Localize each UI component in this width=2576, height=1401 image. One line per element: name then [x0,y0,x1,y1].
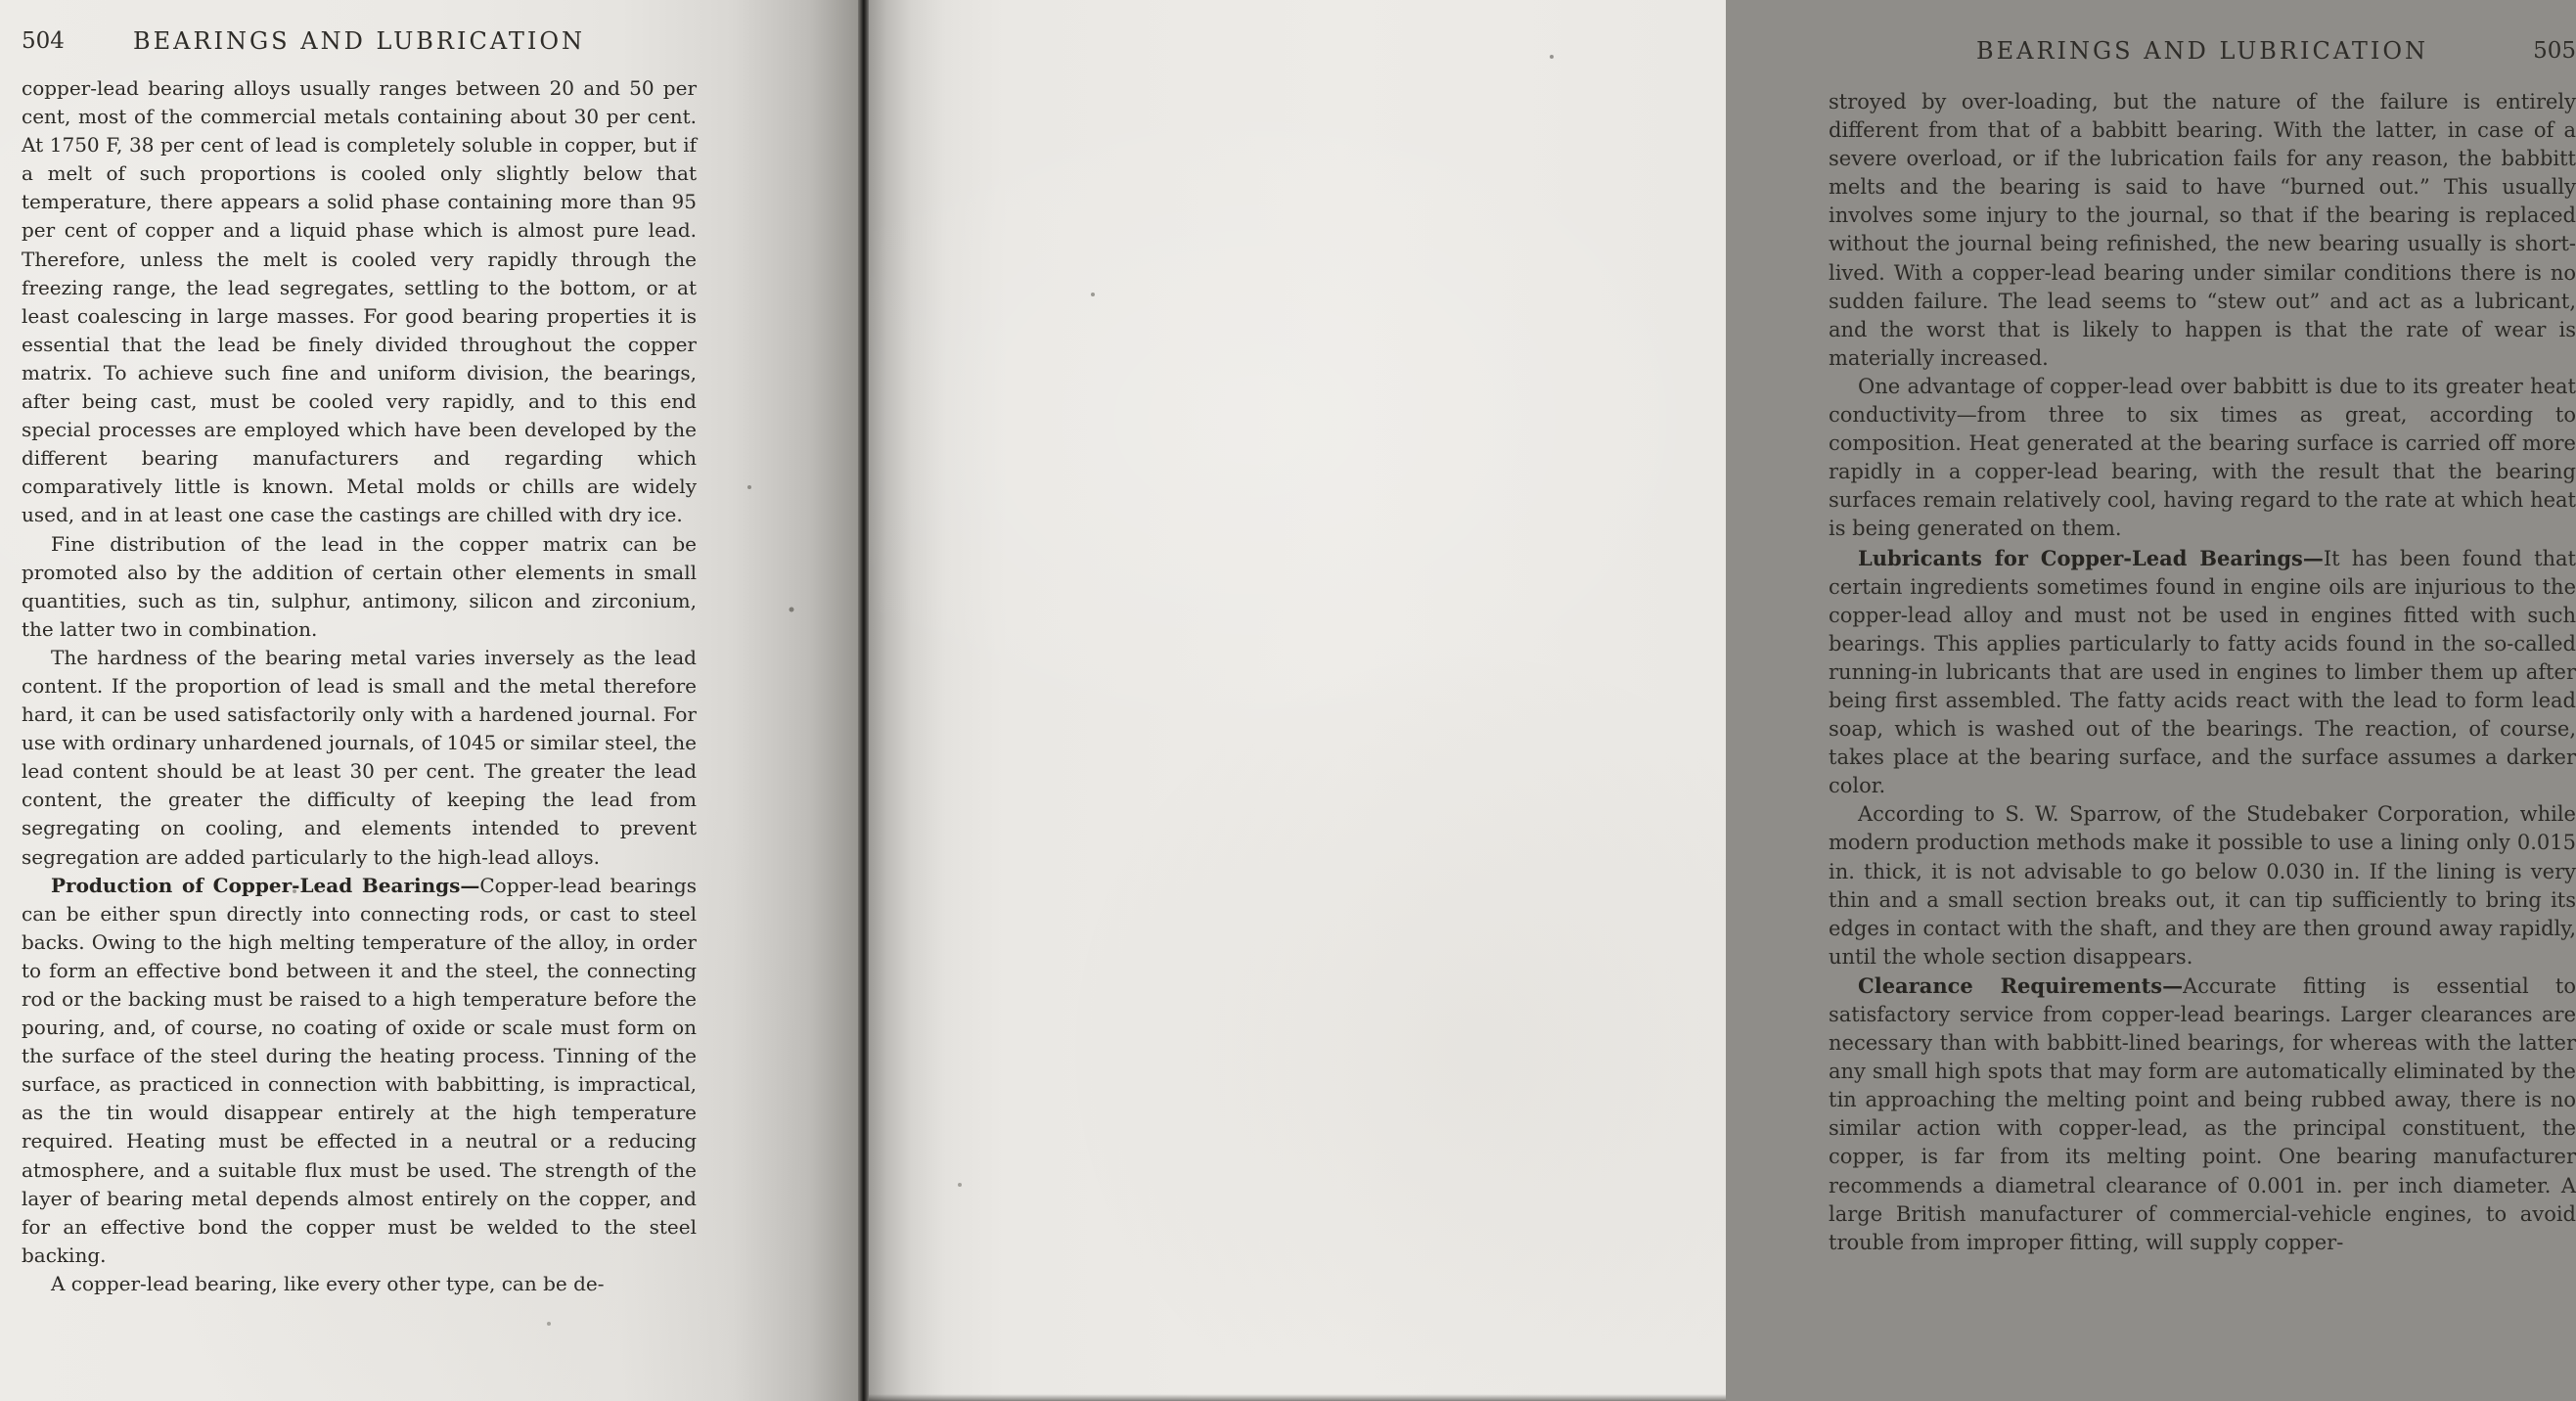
page-number-left: 504 [22,28,65,54]
paragraph: Clearance Requirements—Accurate fitting is essential to satisfactory service from copper-lead bearings. Larger clearances are necessary than with babbitt-lined bearings, for whereas with the latter any small high spots that may form are automatically eliminated by the tin approaching the melting point and being rubbed away, there is no similar action with copper-lead, as the principal constituent, the copper, is far from its melting point. One bearing manufacturer recommends a diametral clearance of 0.001 in. per inch diameter. A large British manufacturer of commercial-vehicle engines, to avoid trouble from improper fitting, will supply copper- [1829,972,2576,1254]
right-page-body [1829,88,2576,1257]
paragraph: copper-lead bearing alloys usually ranges between 20 and 50 per cent, most of the commercial metals containing about 30 per cent. At 1750 F, 38 per cent of lead is completely soluble in copper, but if a melt of such proportions is cooled only slightly below that temperature, there appears a solid phase containing more than 95 per cent of copper and a liquid phase which is almost pure lead. Therefore, unless the melt is cooled very rapidly through the freezing range, the lead segregates, settling to the bottom, or at least coalescing in large masses. For good bearing properties it is essential that the lead be finely divided throughout the copper matrix. To achieve such fine and uniform division, the bearings, after being cast, must be cooled very rapidly, and to this end special processes are employed which have been developed by the different bearing manufacturers and regarding which comparatively little is known. Metal molds or chills are widely used, and in at least one case the castings are chilled with dry ice. [22,76,697,527]
paragraph: One advantage of copper-lead over babbitt is due to its greater heat conductivity—from three to six times as great, according to composition. Heat generated at the bearing surface is carried off more rapidly in a copper-lead bearing, with the result that the bearing surfaces remain relatively cool, having regard to the rate at which heat is being generated on them. [1829,374,2576,541]
left-page [0,0,861,1401]
paragraph: The hardness of the bearing metal varies inversely as the lead content. If the proportion of lead is small and the metal therefore hard, it can be used satisfactorily only with a hardened journal. For use with ordinary unhardened journals, of 1045 or similar steel, the lead content should be at least 30 per cent. The greater the lead content, the greater the difficulty of keeping the lead from segregating on cooling, and elements intended to prevent segregation are added particularly to the high-lead alloys. [22,645,697,869]
right-page [869,0,2576,1401]
scan-speckles [0,0,2,2]
left-page-body [22,74,697,1298]
paragraph: Lubricants for Copper-Lead Bearings—It has been found that certain ingredients sometimes found in engine oils are injurious to the copper-lead alloy and must not be used in engines fitted with such bearings. This applies particularly to fatty acids found in the so-called running-in lubricants that are used in engines to limber them up after being first assembled. The fatty acids react with the lead to form lead soap, which is washed out of the bearings. The reaction, of course, takes place at the bearing surface, and the surface assumes a darker color. [1829,545,2576,798]
paragraph: A copper-lead bearing, like every other type, can be de- [51,1271,605,1295]
page-number-right: 505 [2533,38,2576,64]
paragraph: Production of Copper-Lead Bearings—Copper-lead bearings can be either spun directly into connecting rods, or cast to steel backs. Owing to the high melting temperature of the alloy, in order to form an effective bond between it and the steel, the connecting rod or the backing must be raised to a high temperature before the pouring, and, of course, no coating of oxide or scale must form on the surface of the steel during the heating process. Tinning of the surface, as practiced in connection with babbitting, is impractical, as the tin would disappear entirely at the high temperature required. Heating must be effected in a neutral or a reducing atmosphere, and a suitable flux must be used. The strength of the layer of bearing metal depends almost entirely on the copper, and for an effective bond the copper must be welded to the steel backing. [22,873,697,1267]
paragraph: Fine distribution of the lead in the copper matrix can be promoted also by the addition of certain other elements in small quantities, such as tin, sulphur, antimony, silicon and zirconium, the latter two in combination. [22,531,697,641]
paragraph: According to S. W. Sparrow, of the Studebaker Corporation, while modern production methods make it possible to use a lining only 0.015 in. thick, it is not advisable to go below 0.030 in. If the lining is very thin and a small section breaks out, it can tip sufficiently to bring its edges in contact with the shaft, and they are then ground away rapidly, until the whole section disappears. [1829,802,2576,969]
run-in-heading: Lubricants for Copper-Lead Bearings— [1858,545,2324,570]
right-page-header [1829,37,2576,70]
paragraph: stroyed by over-loading, but the nature of the failure is entirely different from that of a babbitt bearing. With the latter, in case of a severe overload, or if the lubrication fails for any reason, the babbitt melts and the bearing is said to have “burned out.” This usually involves some injury to the journal, so that if the bearing is replaced without the journal being refinished, the new bearing usually is short-lived. With a copper-lead bearing under similar conditions there is no sudden failure. The lead seems to “stew out” and act as a lubricant, and the worst that is likely to happen is that the rate of wear is materially increased. [1829,90,2576,370]
run-in-heading: Production of Copper-Lead Bearings— [51,873,480,897]
running-head-right: BEARINGS AND LUBRICATION [1975,37,2429,65]
left-page-header [22,27,697,61]
run-in-heading: Clearance Requirements— [1858,972,2184,998]
running-head-left: BEARINGS AND LUBRICATION [132,27,586,55]
page-bottom-edge-shadow [869,1394,1726,1401]
